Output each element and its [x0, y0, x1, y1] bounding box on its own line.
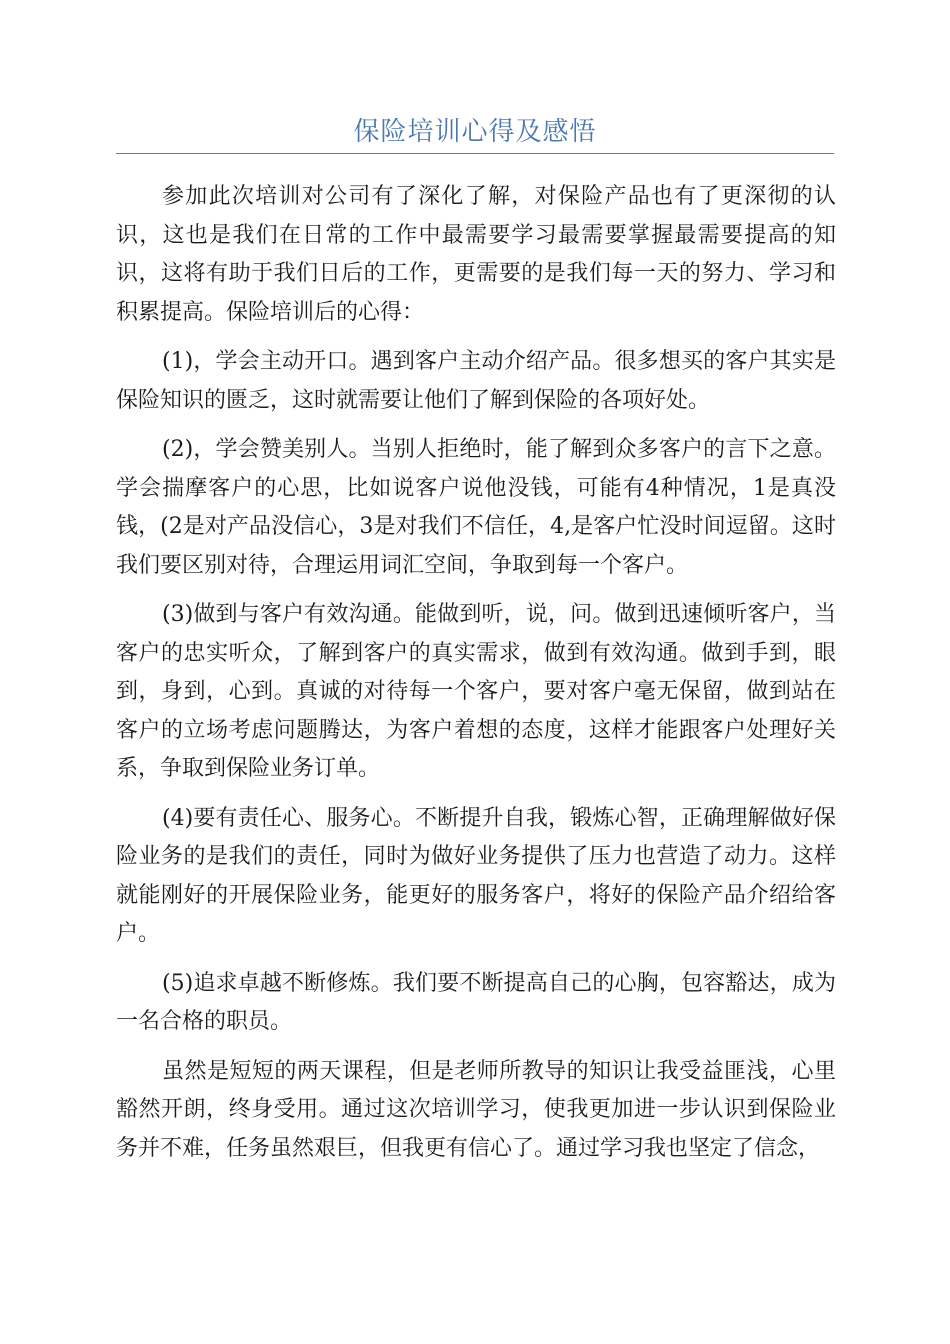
paragraph-intro: 参加此次培训对公司有了深化了解，对保险产品也有了更深彻的认识，这也是我们在日常的工作中最需要学习最需要掌握最需要提高的知识，这将有助于我们日后的工作，更需要的是我们每一天的努力、学习和积累提高。保险培训后的心得： [116, 184, 836, 325]
document-title: 保险培训心得及感悟 [353, 117, 597, 147]
paragraph-point-3: (3)做到与客户有效沟通。能做到听，说，问。做到迅速倾听客户，当客户的忠实听众，了解到客户的真实需求，做到有效沟通。做到手到，眼到，身到，心到。真诚的对待每一个客户，要对客户毫无保留，做到站在客户的立场考虑问题腾达，为客户着想的态度，这样才能跟客户处理好关系，争取到保险业务订单。 [116, 602, 836, 781]
paragraph-point-1: (1)，学会主动开口。遇到客户主动介绍产品。很多想买的客户其实是保险知识的匮乏，这时就需要让他们了解到保险的各项好处。 [116, 349, 836, 413]
title-underline [116, 153, 834, 154]
paragraph-point-4: (4)要有责任心、服务心。不断提升自我，锻炼心智，正确理解做好保险业务的是我们的责任，同时为做好业务提供了压力也营造了动力。这样就能刚好的开展保险业务，能更好的服务客户，将好的保险产品介绍给客户。 [116, 805, 836, 946]
title-block [116, 112, 834, 154]
paragraph-point-2: (2)，学会赞美别人。当别人拒绝时，能了解到众多客户的言下之意。学会揣摩客户的心思，比如说客户说他没钱，可能有4种情况，1是真没钱，(2是对产品没信心，3是对我们不信任，4,是客户忙没时间逗留。这时我们要区别对待，合理运用词汇空间，争取到每一个客户。 [116, 437, 836, 578]
document-body [116, 178, 836, 1179]
paragraph-conclusion: 虽然是短短的两天课程，但是老师所教导的知识让我受益匪浅，心里豁然开朗，终身受用。通过这次培训学习，使我更加进一步认识到保险业务并不难，任务虽然艰巨，但我更有信心了。通过学习我也坚定了信念， [116, 1058, 836, 1161]
paragraph-point-5: (5)追求卓越不断修炼。我们要不断提高自己的心胸，包容豁达，成为一名合格的职员。 [116, 970, 836, 1034]
